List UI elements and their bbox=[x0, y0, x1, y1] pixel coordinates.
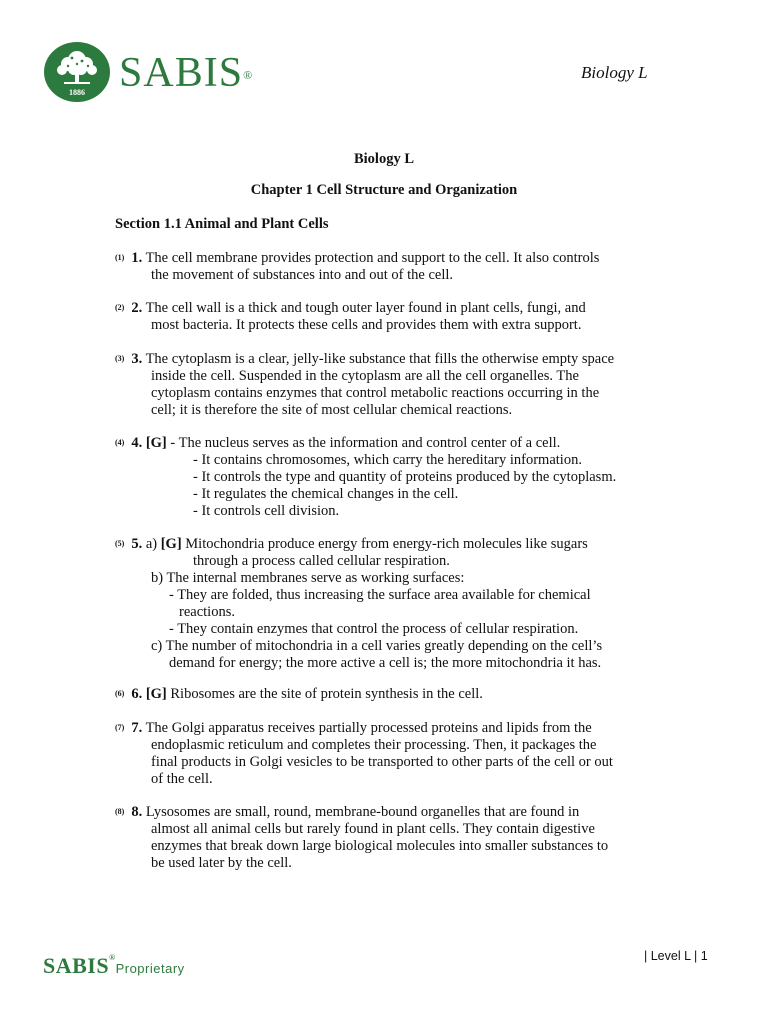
footer-brand: SABIS®Proprietary bbox=[43, 953, 185, 978]
list-item: $^{(1)}$ 1. The cell membrane provides protection and support to the cell. It also controls the movement of substances into and out of the cell. bbox=[115, 250, 600, 283]
section-heading: Section 1.1 Animal and Plant Cells bbox=[115, 216, 329, 232]
registered-mark: ® bbox=[243, 68, 254, 82]
list-item: $^{(5)}$ 5. a) [G] Mitochondria produce energy from energy-rich molecules like sugars through a process called cellular respiration. b) The internal membranes serve as working surfaces: - They are folded, thus increasing the surface area available for chemical reactions. - They contain enzymes that control the process of cellular respiration. c) The number of mitochondria in a cell varies greatly depending on the cell’s demand for energy; the more active a cell is; the more mitochondria it has. bbox=[115, 536, 603, 671]
chapter-title: Chapter 1 Cell Structure and Organization bbox=[250, 182, 518, 198]
list-item: $^{(2)}$ 2. The cell wall is a thick and tough outer layer found in plant cells, fungi, and most bacteria. It protects these cells and provides them with extra support. bbox=[115, 300, 586, 333]
ref-number: (2) bbox=[115, 303, 125, 312]
header-course-title: Biology L bbox=[581, 63, 648, 82]
ref-number: (1) bbox=[115, 253, 125, 262]
page-number: | Level L | 1 bbox=[644, 949, 708, 963]
sabis-tree-logo bbox=[44, 42, 110, 102]
page-title: Biology L bbox=[353, 151, 415, 167]
list-item: $^{(7)}$ 7. The Golgi apparatus receives partially processed proteins and lipids from the endoplasmic reticulum and completes their processing. Then, it packages the final products in Golgi vesicles to be transported to other parts of the cell or out of the cell. bbox=[115, 720, 613, 787]
list-item: $^{(8)}$ 8. Lysosomes are small, round, membrane-bound organelles that are found in almost all animal cells but rarely found in plant cells. They contain digestive enzymes that break down large biological molecules into smaller substances to be used later by the cell. bbox=[115, 804, 609, 871]
list-item: $^{(6)}$ 6. [G] Ribosomes are the site of protein synthesis in the cell. bbox=[115, 686, 483, 702]
ref-number: (4) bbox=[115, 438, 125, 447]
ref-number: (7) bbox=[115, 723, 125, 732]
logo-year: 1886 bbox=[69, 88, 85, 97]
ref-number: (3) bbox=[115, 354, 125, 363]
ref-number: (5) bbox=[115, 539, 125, 548]
list-item: $^{(4)}$ 4. [G] - The nucleus serves as the information and control center of a cell. - It contains chromosomes, which carry the hereditary information. - It controls the type and quantity of proteins produced by the cytoplasm. - It regulates the chemical changes in the cell. - It controls cell division. bbox=[115, 435, 617, 519]
brand-name: SABIS® bbox=[119, 50, 254, 96]
list-item: $^{(3)}$ 3. The cytoplasm is a clear, jelly-like substance that fills the otherwise empty space inside the cell. Suspended in the cytoplasm are all the cell organelles. The cytoplasm contains enzymes that control metabolic reactions occurring in the cell; it is therefore the site of most cellular chemical reactions. bbox=[115, 351, 615, 418]
ref-number: (6) bbox=[115, 689, 125, 698]
ref-number: (8) bbox=[115, 807, 125, 816]
